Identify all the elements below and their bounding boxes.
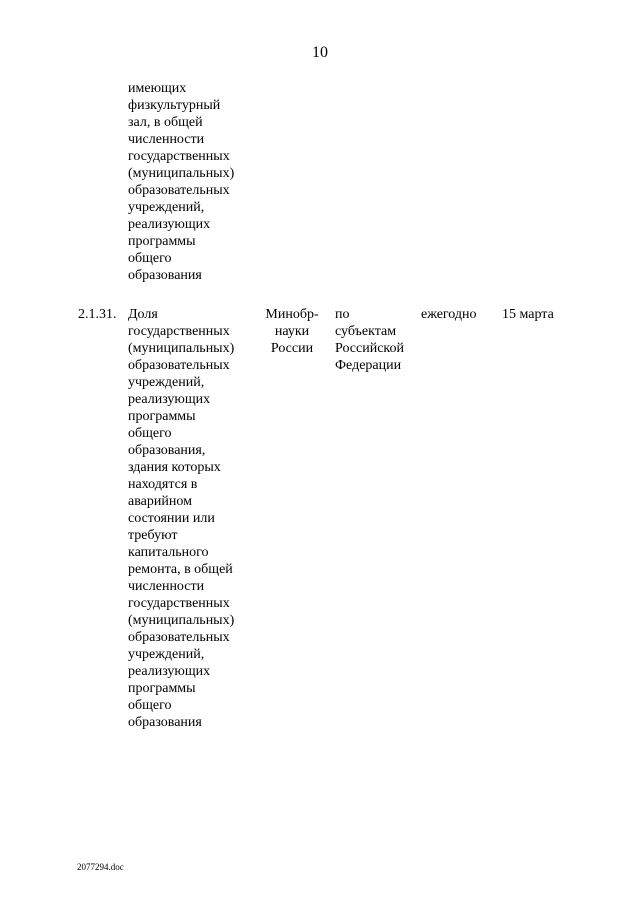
indicator-text — [128, 306, 234, 731]
text-line: реализующих — [128, 664, 211, 679]
text-line: образования, — [128, 443, 206, 458]
text-line: реализующих — [128, 392, 211, 407]
text-line: образовательных — [128, 183, 230, 198]
text-line: общего — [128, 698, 172, 713]
row-number: 2.1.31. — [78, 307, 117, 322]
frequency: ежегодно — [421, 307, 477, 322]
text-line: общего — [128, 426, 172, 441]
text-line: программы — [128, 409, 196, 424]
text-line: науки — [274, 324, 310, 339]
text-line: зал, в общей — [128, 115, 203, 130]
text-line: учреждений, — [128, 647, 205, 662]
footer-filename: 2077294.doc — [77, 862, 124, 872]
responsible-agency — [261, 306, 323, 357]
text-line: образования — [128, 268, 202, 283]
text-line: учреждений, — [128, 200, 205, 215]
text-line: по — [335, 307, 350, 322]
text-line: Российской — [335, 341, 404, 356]
text-line: государственных — [128, 324, 230, 339]
text-line: здания которых — [128, 460, 221, 475]
text-line: физкультурный — [128, 98, 221, 113]
text-line: Доля — [128, 307, 158, 322]
text-line: Федерации — [335, 358, 402, 373]
text-line: образовательных — [128, 358, 230, 373]
text-line: Минобр- — [265, 307, 319, 322]
text-line: (муниципальных) — [128, 613, 235, 628]
continued-indicator-text — [128, 80, 234, 284]
text-line: (муниципальных) — [128, 166, 235, 181]
text-line: учреждений, — [128, 375, 205, 390]
text-line: аварийном — [128, 494, 192, 509]
text-line: находятся в — [128, 477, 198, 492]
data-breakdown — [335, 306, 411, 374]
text-line: ремонта, в общей — [128, 562, 233, 577]
text-line: образования — [128, 715, 202, 730]
text-line: реализующих — [128, 217, 211, 232]
text-line: имеющих — [128, 81, 187, 96]
text-line: государственных — [128, 149, 230, 164]
submission-deadline: 15 марта — [502, 307, 554, 322]
text-line: (муниципальных) — [128, 341, 235, 356]
text-line: субъектам — [335, 324, 397, 339]
text-line: состоянии или — [128, 511, 215, 526]
text-line: программы — [128, 681, 196, 696]
text-line: образовательных — [128, 630, 230, 645]
page-number: 10 — [312, 44, 328, 61]
text-line: численности — [128, 132, 205, 147]
text-line: России — [270, 341, 314, 356]
text-line: программы — [128, 234, 196, 249]
text-line: общего — [128, 251, 172, 266]
text-line: численности — [128, 579, 205, 594]
text-line: государственных — [128, 596, 230, 611]
breakdown-first-line — [335, 306, 411, 323]
text-line: капитального — [128, 545, 209, 560]
text-line: требуют — [128, 528, 178, 543]
